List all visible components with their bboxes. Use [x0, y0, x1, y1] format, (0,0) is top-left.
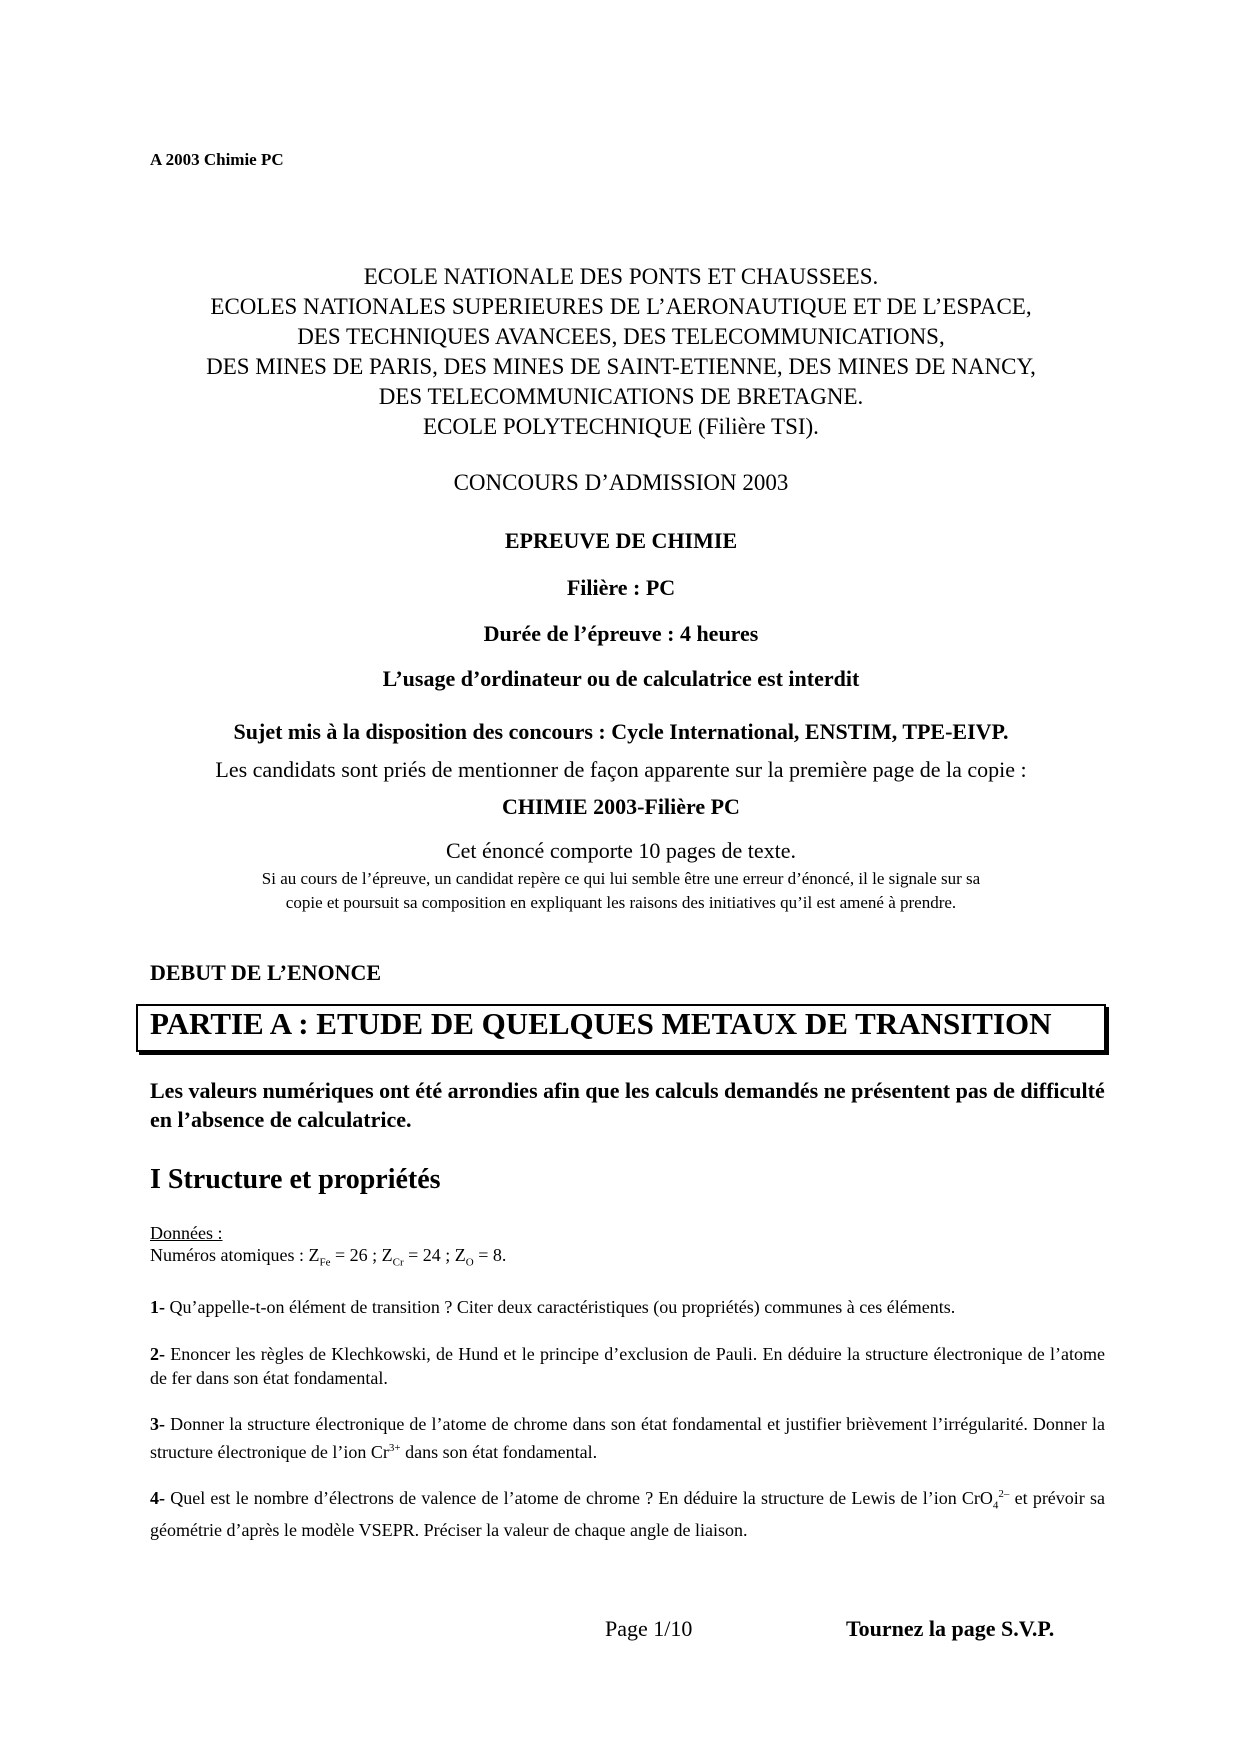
usage-line: L’usage d’ordinateur ou de calculatrice est interdit — [382, 666, 860, 691]
error-notice-line: Si au cours de l’épreuve, un candidat repère ce qui lui semble être une erreur d’énoncé, il le signale sur sa — [261, 869, 981, 888]
question-text: Qu’appelle-t-on élément de transition ? Citer deux caractéristiques (ou propriétés) communes à ces éléments. — [165, 1297, 956, 1317]
error-notice-line: copie et poursuit sa composition en expliquant les raisons des initiatives qu’il est amené à prendre. — [285, 893, 957, 912]
school-line: DES MINES DE PARIS, DES MINES DE SAINT-ETIENNE, DES MINES DE NANCY, — [206, 354, 1036, 379]
partie-title: PARTIE A : ETUDE DE QUELQUES METAUX DE TRANSITION — [150, 1006, 1052, 1041]
cr-value: = 24 ; Z — [403, 1245, 466, 1265]
question-text: Donner la structure électronique de l’atome de chrome dans son état fondamental et justifier brièvement l’irrégularité. Donner la structure électronique de l’ion Cr — [150, 1414, 1105, 1462]
school-line: ECOLES NATIONALES SUPERIEURES DE L’AERONAUTIQUE ET DE L’ESPACE, — [210, 294, 1032, 319]
header-tag: A 2003 Chimie PC — [150, 150, 284, 169]
fe-subscript: Fe — [319, 1256, 331, 1269]
question-text: Enoncer les règles de Klechkowski, de Hund et le principe d’exclusion de Pauli. En déduire la structure électronique de l’atome de fer dans son état fondamental. — [150, 1344, 1105, 1388]
schools-list — [0, 262, 1242, 442]
turn-page: Tournez la page S.V.P. — [846, 1616, 1055, 1641]
section-title: I Structure et propriétés — [150, 1164, 441, 1195]
question-text: dans son état fondamental. — [400, 1442, 598, 1462]
question-text: et prévoir sa géométrie d’après le modèle VSEPR. Préciser la valeur de chaque angle de liaison. — [150, 1488, 1105, 1540]
page-number: Page 1/10 — [605, 1616, 693, 1641]
cr-subscript: Cr — [392, 1256, 404, 1269]
filiere-line: Filière : PC — [566, 575, 676, 600]
instructions-line: Les candidats sont priés de mentionner de façon apparente sur la première page de la copie : — [215, 757, 1027, 782]
cro4-subscript: 4 — [992, 1499, 999, 1512]
school-line: DES TECHNIQUES AVANCEES, DES TELECOMMUNICATIONS, — [297, 324, 945, 349]
donnees-label-text: Données — [150, 1223, 213, 1243]
cro4-charge: 2– — [998, 1488, 1010, 1500]
question-number: 3- — [150, 1414, 165, 1434]
question-3 — [150, 1412, 1105, 1464]
o-value: = 8. — [473, 1245, 507, 1265]
copy-name: CHIMIE 2003-Filière PC — [502, 794, 740, 819]
question-2 — [150, 1342, 1105, 1390]
question-number: 4- — [150, 1488, 165, 1508]
school-line: ECOLE POLYTECHNIQUE (Filière TSI). — [423, 414, 819, 439]
cr-charge: 3+ — [388, 1442, 401, 1454]
question-4 — [150, 1482, 1105, 1542]
school-line: ECOLE NATIONALE DES PONTS ET CHAUSSEES. — [363, 264, 879, 289]
donnees-colon: : — [212, 1223, 223, 1243]
sujet-line: Sujet mis à la disposition des concours : Cycle International, ENSTIM, TPE-EIVP. — [233, 719, 1009, 744]
epreuve-title: EPREUVE DE CHIMIE — [504, 528, 738, 553]
valeurs-notice: Les valeurs numériques ont été arrondies afin que les calculs demandés ne présentent pas de difficulté en l’absence de calculatrice. — [150, 1078, 1105, 1132]
duree-line: Durée de l’épreuve : 4 heures — [483, 621, 759, 646]
question-text: Quel est le nombre d’électrons de valence de l’atome de chrome ? En déduire la structure de Lewis de l’ion CrO — [165, 1488, 993, 1508]
page-count-line: Cet énoncé comporte 10 pages de texte. — [445, 838, 797, 863]
question-number: 1- — [150, 1297, 165, 1317]
question-1 — [150, 1295, 1105, 1319]
debut-enonce: DEBUT DE L’ENONCE — [150, 960, 382, 985]
atomic-numbers — [150, 1245, 506, 1269]
question-number: 2- — [150, 1344, 165, 1364]
school-line: DES TELECOMMUNICATIONS DE BRETAGNE. — [378, 384, 864, 409]
atomic-numbers-prefix: Numéros atomiques : Z — [150, 1245, 320, 1265]
donnees-label — [150, 1223, 223, 1244]
o-subscript: O — [465, 1256, 474, 1269]
error-notice — [0, 867, 1242, 915]
concours-title: CONCOURS D’ADMISSION 2003 — [453, 470, 789, 495]
fe-value: = 26 ; Z — [330, 1245, 393, 1265]
